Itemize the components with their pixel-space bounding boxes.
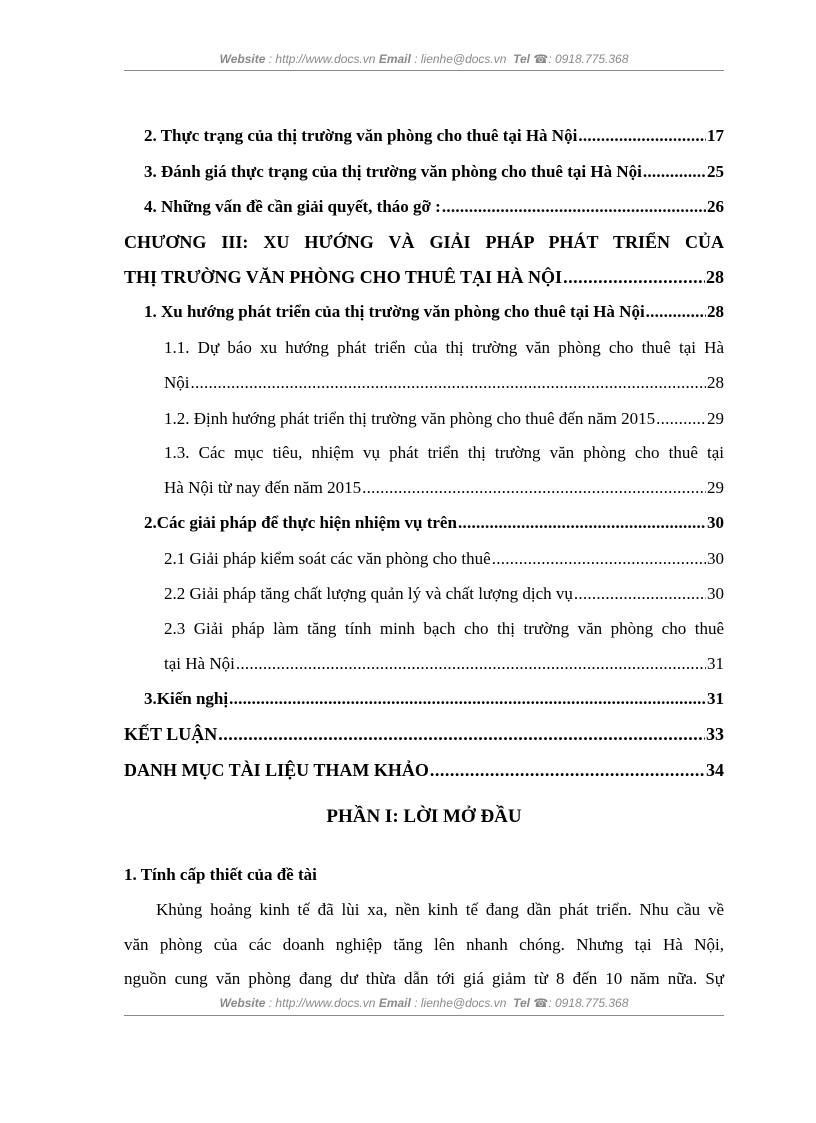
section-heading: 1. Tính cấp thiết của đề tài — [124, 865, 317, 884]
body-paragraph — [124, 935, 724, 955]
toc-entry: 3. Đánh giá thực trạng của thị trường văn phòng cho thuê tại Hà Nội . . . 25 — [124, 162, 724, 192]
email-value: : lienhe@docs.vn — [414, 996, 507, 1010]
toc-entry: DANH MỤC TÀI LIỆU THAM KHẢO . . . 34 — [124, 760, 724, 790]
toc-entry: 1.2. Định hướng phát triển thị trường văn phòng cho thuê đến năm 2015 . . . 29 — [124, 409, 724, 439]
toc-entry: 2.Các giải pháp để thực hiện nhiệm vụ trên . . . 30 — [124, 513, 724, 543]
toc-entry: THỊ TRƯỜNG VĂN PHÒNG CHO THUÊ TẠI HÀ NỘI . . . 28 — [124, 267, 724, 297]
website-label: Website — [219, 52, 266, 66]
toc-entry: 1. Xu hướng phát triển của thị trường văn phòng cho thuê tại Hà Nội . . . 28 — [124, 302, 724, 332]
toc-entry: 2. Thực trạng của thị trường văn phòng cho thuê tại Hà Nội . . . 17 — [124, 126, 724, 156]
header-rule — [124, 70, 724, 71]
body-paragraph — [124, 969, 724, 989]
body-line: nguồn cung văn phòng đang dư thừa dẫn tới giá giảm từ 8 đến 10 năm nữa. Sự — [124, 969, 724, 988]
website-value: : http://www.docs.vn — [268, 52, 376, 66]
email-value: : lienhe@docs.vn — [414, 52, 507, 66]
toc-entry: 2.3 Giải pháp làm tăng tính minh bạch cho thị trường văn phòng cho thuê — [164, 619, 724, 638]
body-paragraph — [124, 900, 724, 920]
toc-entry: CHƯƠNG III: XU HƯỚNG VÀ GIẢI PHÁP PHÁT TRIỂN CỦA — [124, 232, 724, 252]
body-line: Khủng hoảng kinh tế đã lùi xa, nền kinh tế đang dần phát triển. Nhu cầu về — [156, 900, 724, 919]
footer-rule — [124, 1015, 724, 1016]
toc-entry: Hà Nội từ nay đến năm 2015 . . . 29 — [124, 478, 724, 508]
tel-value: ☎: 0918.775.368 — [533, 996, 629, 1010]
page-footer — [124, 996, 724, 1010]
toc-entry: 2.1 Giải pháp kiểm soát các văn phòng cho thuê . . . 30 — [124, 549, 724, 579]
toc-entry: Nội . . . 28 — [124, 373, 724, 403]
part-title: PHẦN I: LỜI MỞ ĐẦU — [326, 806, 522, 827]
tel-value: ☎: 0918.775.368 — [533, 52, 629, 66]
toc-entry: 1.3. Các mục tiêu, nhiệm vụ phát triển thị trường văn phòng cho thuê tại — [164, 443, 724, 462]
toc-entry: 2.2 Giải pháp tăng chất lượng quản lý và chất lượng dịch vụ . . . 30 — [124, 584, 724, 614]
toc-entry: tại Hà Nội . . . 31 — [124, 654, 724, 684]
toc-entry: 4. Những vấn đề cần giải quyết, tháo gỡ : . . . 26 — [124, 197, 724, 227]
tel-label: Tel — [513, 52, 530, 66]
website-label: Website — [219, 996, 266, 1010]
tel-label: Tel — [513, 996, 530, 1010]
website-value: : http://www.docs.vn — [268, 996, 376, 1010]
body-line: văn phòng của các doanh nghiệp tăng lên nhanh chóng. Nhưng tại Hà Nội, — [124, 935, 724, 954]
toc-entry: 1.1. Dự báo xu hướng phát triển của thị trường văn phòng cho thuê tại Hà — [164, 338, 724, 357]
email-label: Email — [378, 996, 411, 1010]
page-header — [124, 52, 724, 66]
toc-entry: 3.Kiến nghị . . . 31 — [124, 689, 724, 719]
toc-entry: KẾT LUẬN . . . 33 — [124, 724, 724, 754]
email-label: Email — [378, 52, 411, 66]
